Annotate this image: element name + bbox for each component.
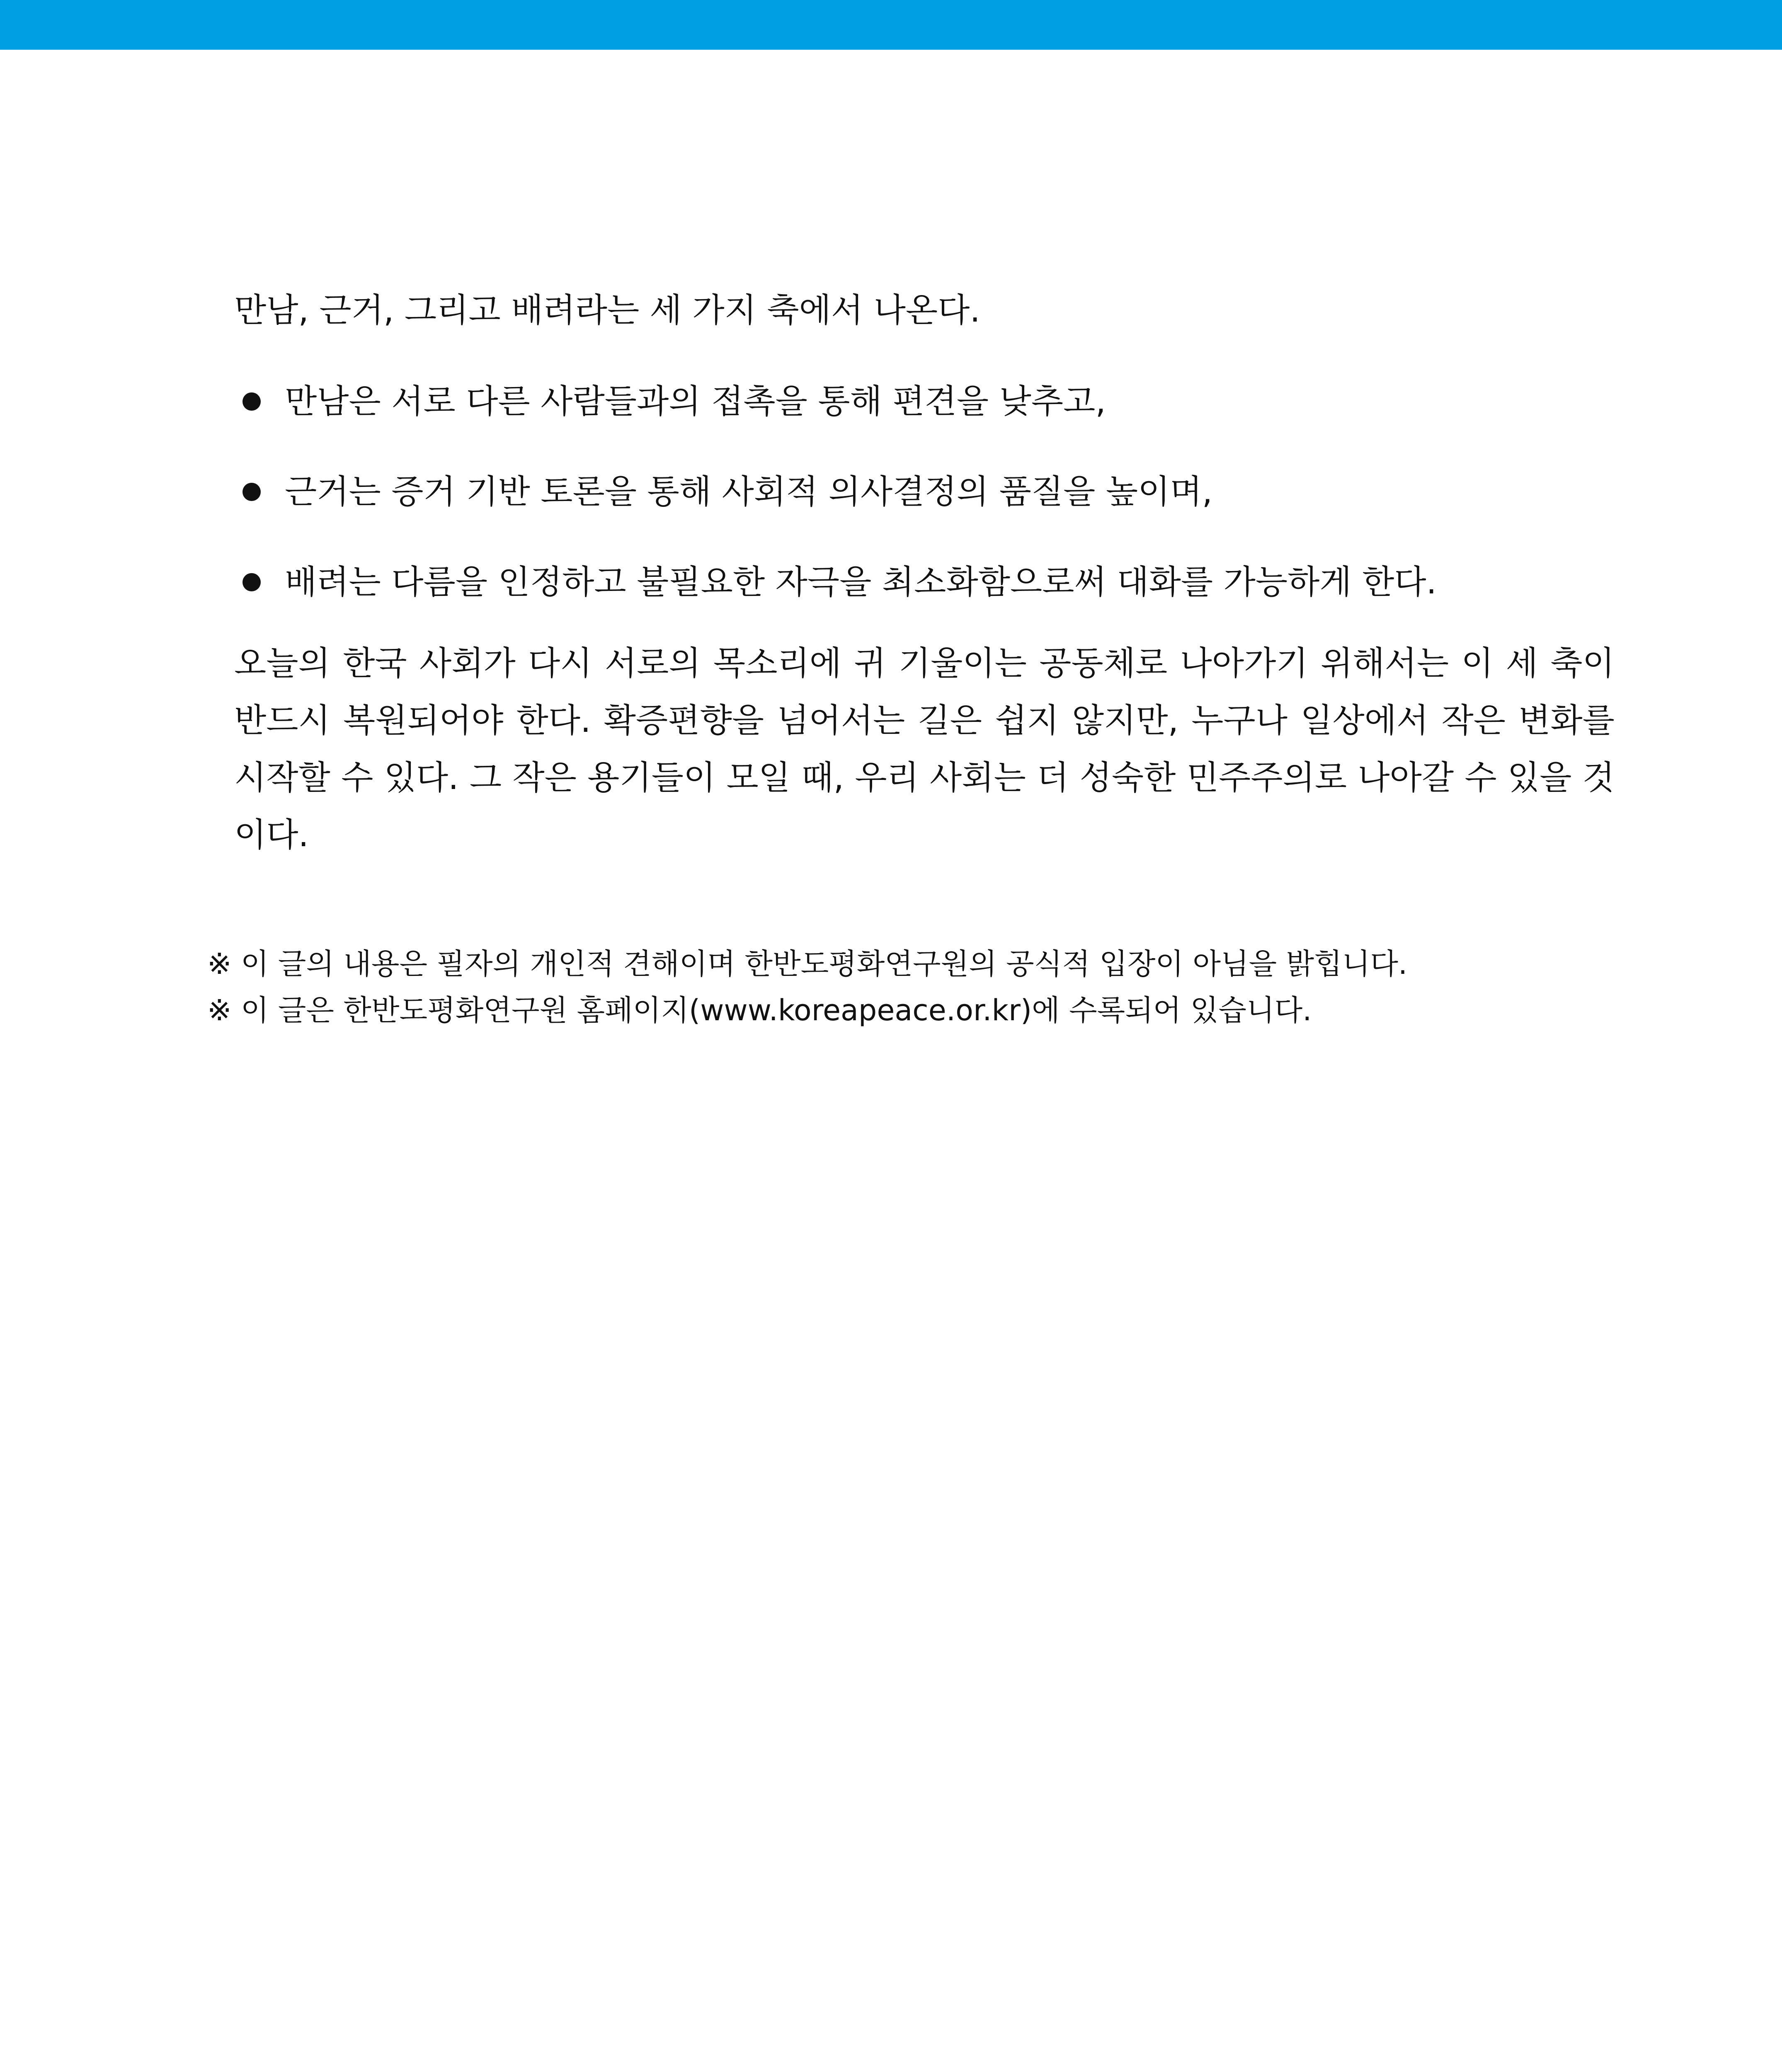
bullet-dot-icon: [242, 483, 261, 501]
conclusion-paragraph: 오늘의 한국 사회가 다시 서로의 목소리에 귀 기울이는 공동체로 나아가기 위해서는 이 세 축이 반드시 복원되어야 한다. 확증편향을 넘어서는 길은 쉽지 않지만, 누구나 일상에서 작은 변화를 시작할 수 있다. 그 작은 용기들이 모일 때, 우리 사회는 더 성숙한 민주주의로 나아갈 수 있을 것이다.: [234, 644, 1615, 854]
bullet-text: 만남은 서로 다른 사람들과의 접촉을 통해 편견을 낮추고,: [285, 382, 1106, 421]
bullet-list: [234, 373, 1644, 644]
disclaimer-note: ※ 이 글의 내용은 필자의 개인적 견해이며 한반도평화연구원의 공식적 입장이 아님을 밝힙니다.: [207, 947, 1408, 981]
list-item: [234, 463, 1644, 554]
bullet-text: 배려는 다름을 인정하고 불필요한 자극을 최소화함으로써 대화를 가능하게 한다.: [285, 563, 1437, 601]
bullet-text: 근거는 증거 기반 토론을 통해 사회적 의사결정의 품질을 높이며,: [285, 472, 1213, 511]
bullet-dot-icon: [242, 573, 261, 591]
bullet-dot-icon: [242, 392, 261, 411]
repository-note: ※ 이 글은 한반도평화연구원 홈페이지(www.koreapeace.or.kr)에 수록되어 있습니다.: [207, 993, 1312, 1027]
disclaimer-notes: [207, 941, 1407, 1034]
top-accent-bar: [0, 0, 1782, 50]
intro-paragraph: 만남, 근거, 그리고 배려라는 세 가지 축에서 나온다.: [234, 291, 980, 329]
list-item: [234, 554, 1644, 644]
list-item: [234, 373, 1644, 463]
